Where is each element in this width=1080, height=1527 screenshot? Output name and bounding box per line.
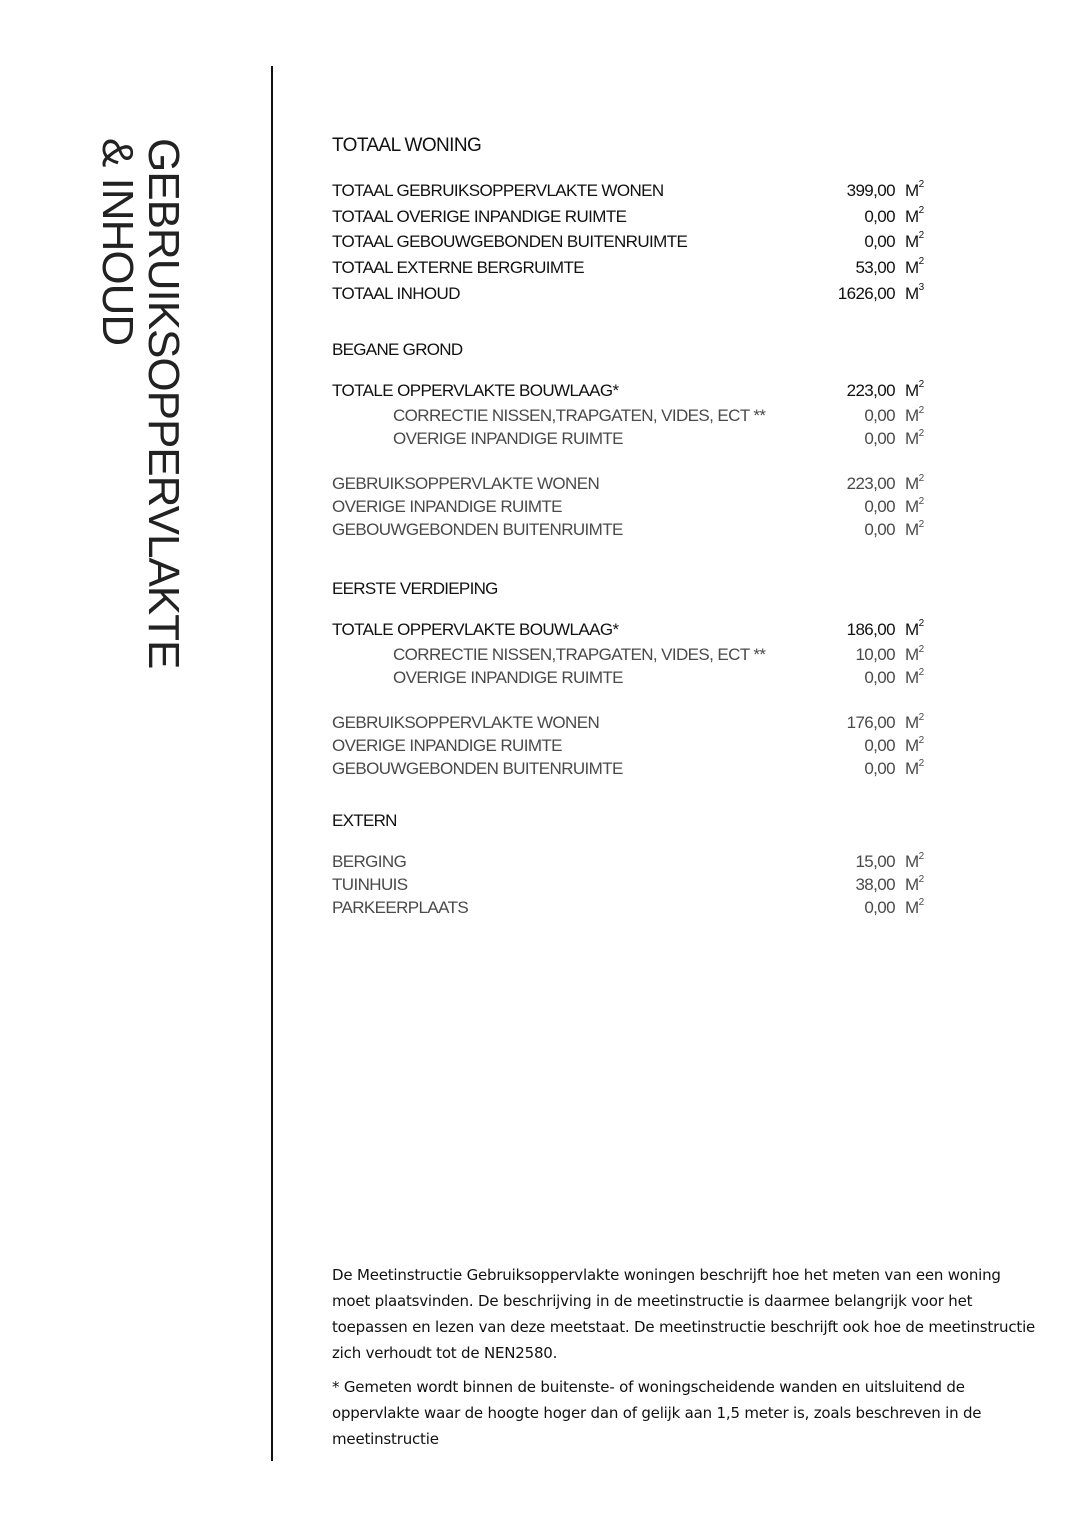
row-value: 399,00 — [846, 181, 895, 200]
row-value: 0,00 — [864, 520, 895, 540]
row-unit: $M^2$ — [905, 618, 924, 640]
row-unit: $M^3$ — [905, 281, 924, 303]
table-row — [332, 472, 932, 495]
row-label: TUINHUIS — [332, 874, 408, 894]
table-row-correction — [332, 404, 932, 427]
table-row — [332, 518, 932, 541]
section-heading-extern: EXTERN — [332, 810, 397, 830]
section-heading-eerste-verdieping: EERSTE VERDIEPING — [332, 579, 498, 599]
row-unit: $M^2$ — [905, 256, 924, 278]
footnote — [332, 1262, 1042, 1460]
row-unit: $M^2$ — [905, 230, 924, 252]
table-row — [332, 711, 932, 734]
side-title-line2: & INHOUD — [93, 138, 142, 346]
vertical-divider — [271, 66, 273, 1461]
row-value: 10,00 — [855, 644, 895, 664]
row-unit: $M^2$ — [905, 896, 924, 917]
row-label: GEBRUIKSOPPERVLAKTE WONEN — [332, 474, 600, 494]
row-unit: $M^2$ — [905, 405, 924, 426]
table-row — [332, 204, 932, 230]
row-value: 1626,00 — [837, 283, 895, 303]
row-unit: $M^2$ — [905, 428, 924, 449]
row-value: 186,00 — [846, 620, 895, 640]
row-unit: $M^2$ — [905, 850, 924, 871]
footnote-paragraph-1: De Meetinstructie Gebruiksoppervlakte woningen beschrijft hoe het meten van een woning moet plaatsvinden. De beschrijving in de meetinstructie is daarmee belangrijk voor het toepassen en lezen van deze meetstaat. De meetinstructie beschrijft ook hoe de meetinstructie zich verhoudt tot de NEN2580. — [332, 1266, 1036, 1362]
side-title-line1: GEBRUIKSOPPERVLAKTE — [139, 138, 188, 669]
row-label: TOTAAL INHOUD — [332, 283, 460, 303]
row-value: 0,00 — [864, 232, 895, 252]
row-unit: $M^2$ — [905, 711, 924, 732]
row-label: BERGING — [332, 851, 407, 871]
row-label: OVERIGE INPANDIGE RUIMTE — [332, 497, 562, 517]
row-label: TOTAAL GEBRUIKSOPPERVLAKTE WONEN — [332, 181, 664, 200]
row-value: 223,00 — [846, 381, 895, 401]
table-row-correction — [332, 427, 932, 450]
row-value: 53,00 — [855, 258, 895, 278]
table-row-total — [332, 617, 932, 643]
row-unit: $M^2$ — [905, 496, 924, 517]
row-unit: $M^2$ — [905, 643, 924, 664]
table-row — [332, 178, 932, 204]
row-label: TOTAAL EXTERNE BERGRUIMTE — [332, 258, 585, 278]
row-value: 15,00 — [855, 851, 895, 871]
row-value: 0,00 — [864, 758, 895, 778]
row-label: TOTALE OPPERVLAKTE BOUWLAAG* — [332, 620, 619, 640]
row-label: GEBOUWGEBONDEN BUITENRUIMTE — [332, 520, 623, 540]
table-row — [332, 850, 932, 873]
row-value: 0,00 — [864, 735, 895, 755]
row-unit: $M^2$ — [905, 734, 924, 755]
row-unit: $M^2$ — [905, 179, 924, 200]
row-unit: $M^2$ — [905, 873, 924, 894]
row-unit: $M^2$ — [905, 204, 924, 226]
row-label: OVERIGE INPANDIGE RUIMTE — [332, 735, 562, 755]
table-row — [332, 229, 932, 255]
row-label: OVERIGE INPANDIGE RUIMTE — [393, 667, 623, 687]
row-value: 0,00 — [864, 497, 895, 517]
row-unit: $M^2$ — [905, 473, 924, 494]
table-row — [332, 281, 932, 307]
table-row — [332, 734, 932, 757]
row-unit: $M^2$ — [905, 757, 924, 778]
row-label: PARKEERPLAATS — [332, 897, 469, 917]
row-label: TOTAAL GEBOUWGEBONDEN BUITENRUIMTE — [332, 232, 688, 252]
row-label: TOTAAL OVERIGE INPANDIGE RUIMTE — [332, 206, 627, 226]
table-row-correction — [332, 666, 932, 689]
row-unit: $M^2$ — [905, 519, 924, 540]
footnote-paragraph-2: * Gemeten wordt binnen de buitenste- of woningscheidende wanden en uitsluitend de oppervlakte waar de hoogte hoger dan of gelijk aan 1,5 meter is, zoals beschreven in de meetinstructie — [332, 1378, 982, 1448]
row-label: CORRECTIE NISSEN,TRAPGATEN, VIDES, ECT ** — [393, 644, 766, 664]
table-row-total — [332, 378, 932, 404]
row-value: 0,00 — [864, 206, 895, 226]
row-label: TOTALE OPPERVLAKTE BOUWLAAG* — [332, 381, 619, 401]
table-row — [332, 873, 932, 896]
table-row-correction — [332, 643, 932, 666]
row-label: OVERIGE INPANDIGE RUIMTE — [393, 429, 623, 449]
table-row — [332, 255, 932, 281]
section-heading-begane-grond: BEGANE GROND — [332, 340, 463, 360]
row-value: 38,00 — [855, 874, 895, 894]
measurement-table — [332, 132, 932, 919]
row-value: 0,00 — [864, 667, 895, 687]
table-row — [332, 757, 932, 780]
table-row — [332, 896, 932, 919]
side-title — [93, 138, 188, 678]
row-label: CORRECTIE NISSEN,TRAPGATEN, VIDES, ECT ** — [393, 406, 766, 426]
row-unit: $M^2$ — [905, 379, 924, 401]
row-value: 0,00 — [864, 406, 895, 426]
row-unit: $M^2$ — [905, 666, 924, 687]
row-value: 223,00 — [846, 474, 895, 494]
section-heading-totaal: TOTAAL WONING — [332, 135, 482, 156]
table-row — [332, 495, 932, 518]
row-label: GEBRUIKSOPPERVLAKTE WONEN — [332, 712, 600, 732]
row-value: 176,00 — [846, 712, 895, 732]
totaal-rows — [332, 178, 932, 306]
row-value: 0,00 — [864, 429, 895, 449]
row-value: 0,00 — [864, 897, 895, 917]
row-label: GEBOUWGEBONDEN BUITENRUIMTE — [332, 758, 623, 778]
